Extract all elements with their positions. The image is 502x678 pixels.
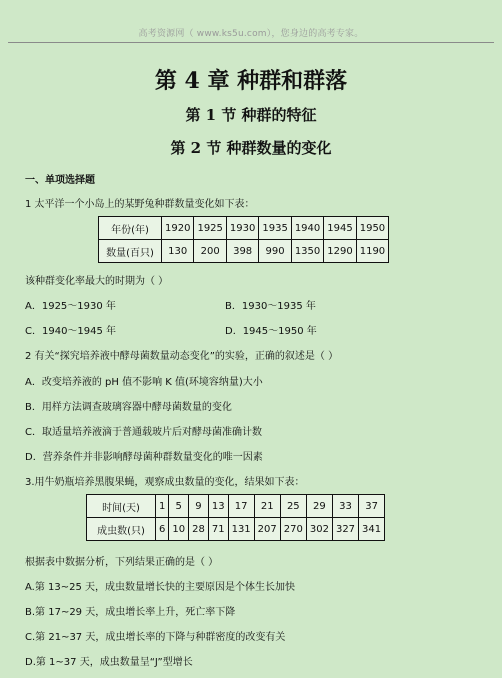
page-header — [8, 24, 494, 43]
q1-table — [98, 216, 389, 263]
table-cell: 9 — [189, 495, 209, 518]
table-cell: 1930 — [226, 217, 258, 240]
table-cell: 71 — [208, 518, 228, 541]
q3-option-d: D.第 1~37 天，成虫数量呈“J”型增长 — [25, 657, 193, 668]
table-cell: 1935 — [259, 217, 291, 240]
q1-stem: 1 太平洋一个小岛上的某野兔种群数量变化如下表： — [25, 199, 255, 210]
table-cell: 207 — [254, 518, 280, 541]
section-title-2: 第 2 节 种群数量的变化 — [170, 139, 332, 157]
q3-stem: 3.用牛奶瓶培养黑腹果蝇，观察成虫数量的变化，结果如下表： — [25, 477, 305, 488]
q2-option-d: D．营养条件并非影响酵母菌种群数量变化的唯一因素 — [25, 452, 263, 463]
table-row — [87, 518, 385, 541]
chapter-title: 第 4 章 种群和群落 — [154, 68, 348, 94]
table-cell: 341 — [359, 518, 385, 541]
section-heading: 一、单项选择题 — [25, 175, 95, 186]
q2-option-c: C．取适量培养液滴于普通载玻片后对酵母菌准确计数 — [25, 427, 262, 438]
table-cell: 130 — [162, 240, 194, 263]
table-cell: 10 — [169, 518, 189, 541]
table-cell: 17 — [228, 495, 254, 518]
table-row-label: 数量(百只) — [99, 240, 162, 263]
table-cell: 25 — [280, 495, 306, 518]
table-cell: 1290 — [324, 240, 356, 263]
table-cell: 302 — [306, 518, 332, 541]
q1-option-a: A．1925～1930 年 — [25, 301, 116, 312]
q3-option-a: A.第 13~25 天，成虫数量增长快的主要原因是个体生长加快 — [25, 582, 296, 593]
table-cell: 327 — [332, 518, 358, 541]
table-cell: 29 — [306, 495, 332, 518]
table-cell: 6 — [156, 518, 169, 541]
table-row-label: 年份(年) — [99, 217, 162, 240]
table-cell: 5 — [169, 495, 189, 518]
q2-option-a: A．改变培养液的 pH 值不影响 K 值(环境容纳量)大小 — [25, 377, 263, 388]
q3-option-b: B.第 17~29 天，成虫增长率上升，死亡率下降 — [25, 607, 236, 618]
q3-option-c: C.第 21~37 天，成虫增长率的下降与种群密度的改变有关 — [25, 632, 286, 643]
q1-question: 该种群变化率最大的时期为（ ） — [25, 276, 169, 287]
table-cell: 1940 — [291, 217, 323, 240]
table-cell: 13 — [208, 495, 228, 518]
table-cell: 1950 — [356, 217, 388, 240]
table-cell: 1350 — [291, 240, 323, 263]
table-cell: 1945 — [324, 217, 356, 240]
q1-option-d: D．1945～1950 年 — [225, 326, 317, 337]
table-cell: 1925 — [194, 217, 226, 240]
table-row — [99, 217, 389, 240]
table-cell: 1190 — [356, 240, 388, 263]
section-title-1: 第 1 节 种群的特征 — [185, 106, 317, 124]
header-text: 高考资源网（ www.ks5u.com），您身边的高考专家。 — [138, 29, 364, 39]
table-cell: 1 — [156, 495, 169, 518]
table-cell: 28 — [189, 518, 209, 541]
table-row-label: 成虫数(只) — [87, 518, 156, 541]
q3-question: 根据表中数据分析，下列结果正确的是（ ） — [25, 557, 219, 568]
q1-option-c: C．1940～1945 年 — [25, 326, 117, 337]
table-cell: 270 — [280, 518, 306, 541]
table-cell: 990 — [259, 240, 291, 263]
table-cell: 37 — [359, 495, 385, 518]
q1-option-b: B．1930～1935 年 — [225, 301, 316, 312]
q3-table — [86, 494, 385, 541]
table-cell: 131 — [228, 518, 254, 541]
table-cell: 200 — [194, 240, 226, 263]
table-cell: 33 — [332, 495, 358, 518]
table-row-label: 时间(天) — [87, 495, 156, 518]
q2-stem: 2 有关“探究培养液中酵母菌数量动态变化”的实验，正确的叙述是（ ） — [25, 351, 339, 362]
table-row — [99, 240, 389, 263]
table-cell: 1920 — [162, 217, 194, 240]
table-row — [87, 495, 385, 518]
table-cell: 398 — [226, 240, 258, 263]
q2-option-b: B．用样方法调查玻璃容器中酵母菌数量的变化 — [25, 402, 232, 413]
table-cell: 21 — [254, 495, 280, 518]
